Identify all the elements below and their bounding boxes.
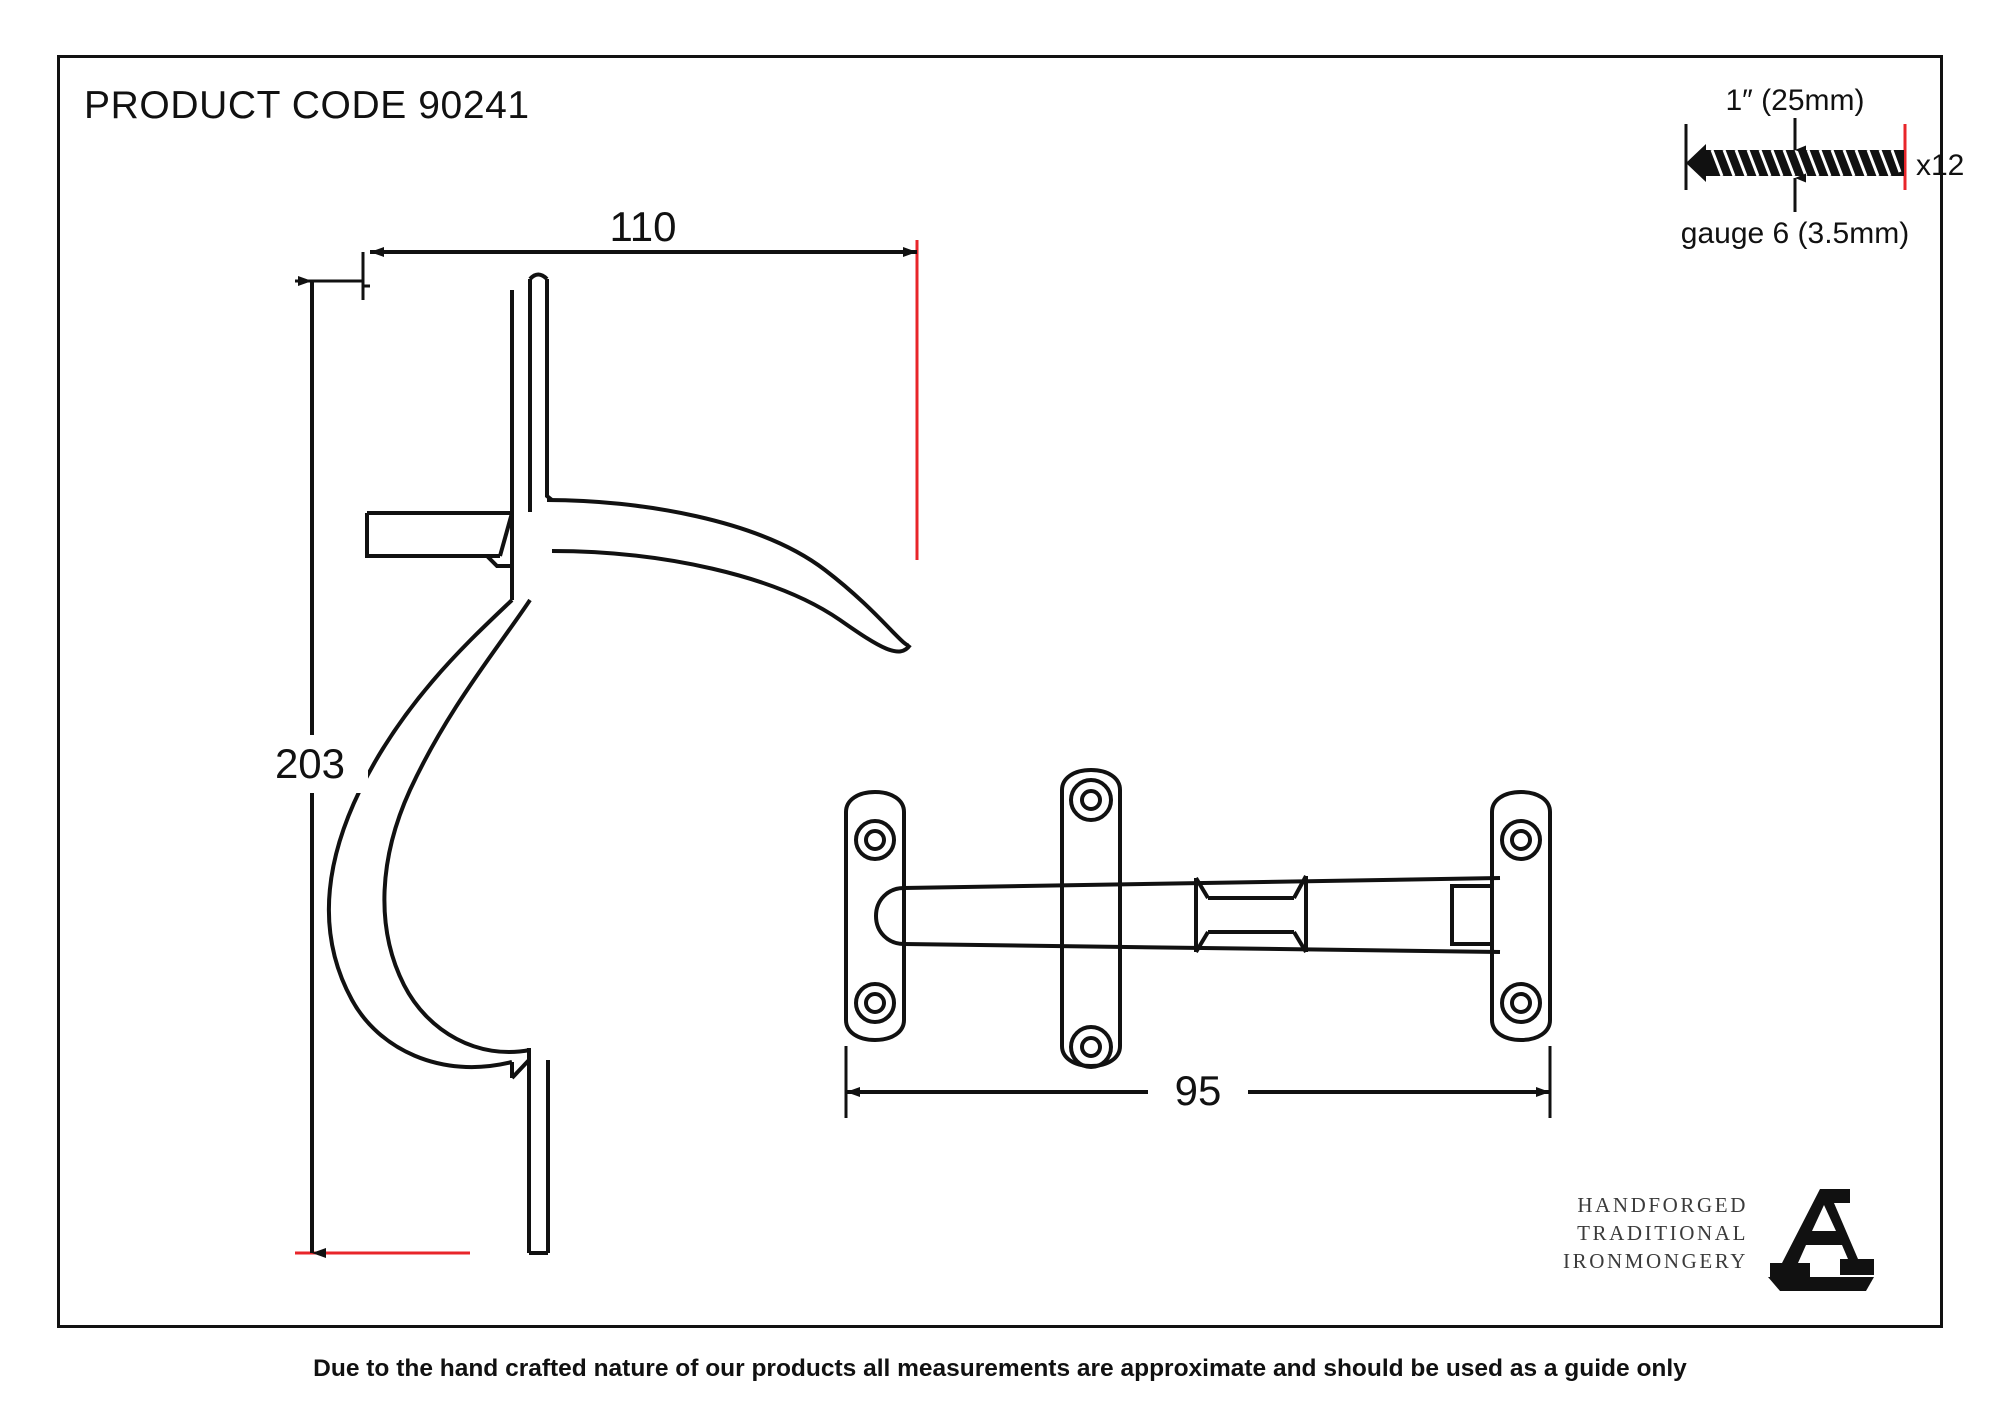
screw-detail (1681, 84, 1965, 250)
dimension-95 (846, 1046, 1550, 1121)
screw-quantity-label: x12 (1916, 149, 1965, 182)
dimension-203-label: 203 (274, 740, 346, 787)
screw-length-label: 1″ (25mm) (1725, 84, 1865, 117)
dimension-110-label: 110 (609, 203, 677, 250)
latch-drawing (846, 770, 1550, 1067)
brand-logo-line-1: HANDFORGED (1577, 1193, 1748, 1217)
brand-logo-line-2: TRADITIONAL (1577, 1221, 1748, 1245)
brand-logo-text (1548, 1191, 1748, 1275)
screw-gauge-label: gauge 6 (3.5mm) (1680, 217, 1910, 250)
dimension-203 (252, 281, 470, 1253)
brand-logo-line-3: IRONMONGERY (1563, 1249, 1748, 1273)
brand-logo (1548, 1185, 1888, 1300)
dimension-95-label: 95 (1174, 1067, 1222, 1114)
door-handle-drawing (329, 275, 910, 1254)
measurement-disclaimer: Due to the hand crafted nature of our products all measurements are approximate and should be used as a guide only (313, 1355, 1687, 1382)
product-code-label: PRODUCT CODE 90241 (84, 84, 530, 127)
anvil-a-icon (1762, 1185, 1880, 1297)
